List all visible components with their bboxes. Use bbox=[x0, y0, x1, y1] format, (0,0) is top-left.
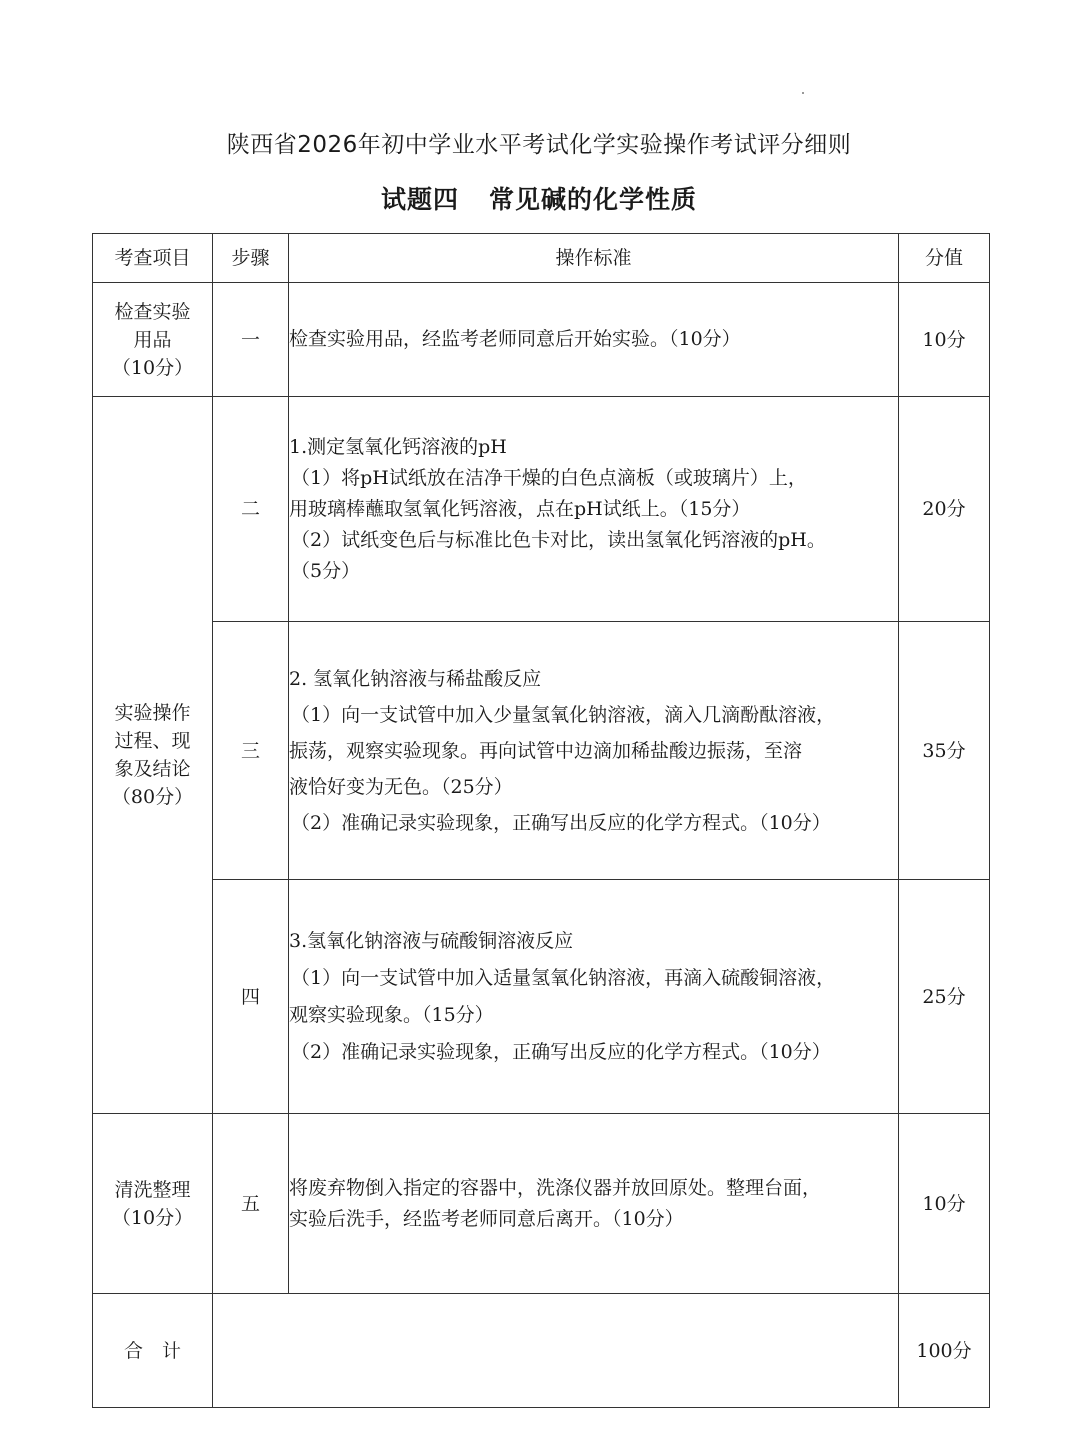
standard-line: 1.测定氢氧化钙溶液的pH bbox=[289, 435, 507, 458]
header-row bbox=[93, 234, 990, 283]
standard-line: （2）准确记录实验现象，正确写出反应的化学方程式。（10分） bbox=[291, 811, 831, 834]
scan-speck bbox=[802, 92, 804, 94]
group-check-line: 用品 bbox=[133, 328, 172, 351]
group-check-line: （10分） bbox=[111, 356, 194, 379]
standard-line: （1）将pH试纸放在洁净干燥的白色点滴板（或玻璃片）上， bbox=[291, 466, 807, 489]
standard-line: 将废弃物倒入指定的容器中，洗涤仪器并放回原处。整理台面， bbox=[289, 1176, 822, 1199]
standard-line: 液恰好变为无色。（25分） bbox=[289, 775, 513, 798]
table-row bbox=[93, 880, 990, 1114]
group-check bbox=[93, 283, 213, 397]
group-clean bbox=[93, 1114, 213, 1294]
standard-cell bbox=[289, 622, 899, 880]
total-row bbox=[93, 1294, 990, 1408]
header-standard: 操作标准 bbox=[289, 234, 899, 283]
group-operation-line: 象及结论 bbox=[114, 758, 191, 780]
total-label: 合 计 bbox=[93, 1294, 213, 1408]
table-row bbox=[93, 1114, 990, 1294]
score-cell: 10分 bbox=[899, 1114, 990, 1294]
group-check-line: 检查实验 bbox=[114, 300, 191, 323]
standard-cell bbox=[289, 880, 899, 1114]
header-score: 分值 bbox=[899, 234, 990, 283]
score-cell: 10分 bbox=[899, 283, 990, 397]
score-cell: 25分 bbox=[899, 880, 990, 1114]
group-clean-line: （10分） bbox=[111, 1206, 194, 1229]
group-operation bbox=[93, 397, 213, 1114]
standard-line: （1）向一支试管中加入适量氢氧化钠溶液，再滴入硫酸铜溶液， bbox=[291, 966, 836, 989]
table-row bbox=[93, 397, 990, 622]
group-operation-line: （80分） bbox=[111, 786, 194, 808]
standard-line: 观察实验现象。（15分） bbox=[289, 1003, 494, 1026]
question-name: 常见碱的化学性质 bbox=[489, 185, 698, 214]
standard-line: （2）试纸变色后与标准比色卡对比，读出氢氧化钙溶液的pH。 bbox=[291, 528, 826, 551]
group-operation-line: 实验操作 bbox=[114, 702, 191, 724]
question-number: 试题四 bbox=[380, 185, 459, 214]
standard-line: 振荡，观察实验现象。再向试管中边滴加稀盐酸边振荡，至溶 bbox=[289, 739, 803, 762]
step-cell: 四 bbox=[213, 880, 289, 1114]
standard-line: （5分） bbox=[291, 559, 361, 582]
standard-line: 3.氢氧化钠溶液与硫酸铜溶液反应 bbox=[289, 929, 574, 952]
standard-line: 用玻璃棒蘸取氢氧化钙溶液，点在pH试纸上。（15分） bbox=[289, 497, 751, 520]
total-score: 100分 bbox=[899, 1294, 990, 1408]
score-cell: 20分 bbox=[899, 397, 990, 622]
standard-cell bbox=[289, 283, 899, 397]
standard-line: 实验后洗手，经监考老师同意后离开。（10分） bbox=[289, 1207, 684, 1230]
header-step: 步骤 bbox=[213, 234, 289, 283]
standard-line: 2. 氢氧化钠溶液与稀盐酸反应 bbox=[289, 667, 542, 690]
header-item: 考查项目 bbox=[93, 234, 213, 283]
table-row bbox=[93, 622, 990, 880]
exam-question-title bbox=[0, 180, 1078, 216]
document-title: 陕西省2026年初中学业水平考试化学实验操作考试评分细则 bbox=[226, 132, 852, 158]
step-cell: 一 bbox=[213, 283, 289, 397]
group-clean-line: 清洗整理 bbox=[114, 1178, 191, 1201]
standard-cell bbox=[289, 1114, 899, 1294]
step-cell: 五 bbox=[213, 1114, 289, 1294]
standard-line: （1）向一支试管中加入少量氢氧化钠溶液，滴入几滴酚酞溶液， bbox=[291, 703, 836, 726]
score-cell: 35分 bbox=[899, 622, 990, 880]
scoring-table bbox=[92, 233, 990, 1408]
step-cell: 二 bbox=[213, 397, 289, 622]
standard-cell bbox=[289, 397, 899, 622]
standard-line: （2）准确记录实验现象，正确写出反应的化学方程式。（10分） bbox=[291, 1040, 831, 1063]
group-operation-line: 过程、现 bbox=[114, 730, 191, 752]
step-cell: 三 bbox=[213, 622, 289, 880]
table-row bbox=[93, 283, 990, 397]
standard-line: 检查实验用品，经监考老师同意后开始实验。（10分） bbox=[289, 328, 741, 350]
total-blank bbox=[213, 1294, 899, 1408]
